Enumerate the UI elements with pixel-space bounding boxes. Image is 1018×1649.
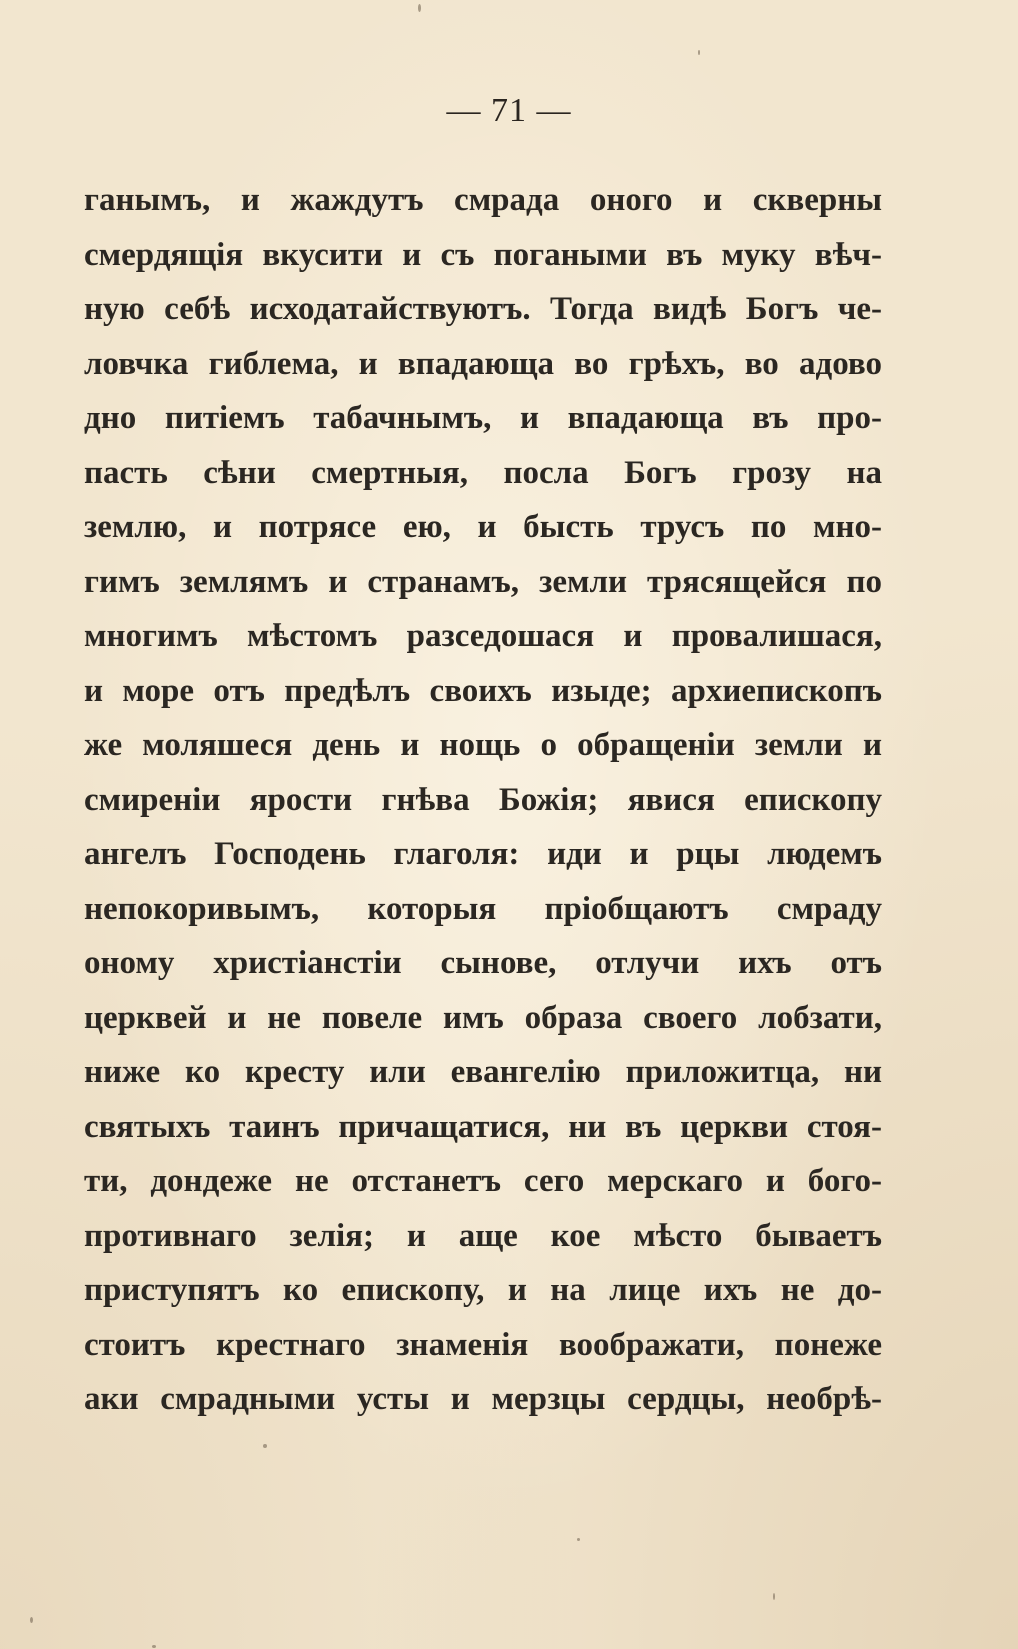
text-line: оному христіанстіи сынове, отлучи ихъ отъ xyxy=(84,945,882,981)
page-number: — 71 — xyxy=(446,92,572,129)
paper-speck xyxy=(418,4,421,12)
text-line: непокоривымъ, которыя пріобщаютъ смраду xyxy=(84,890,882,927)
paper-speck xyxy=(263,1444,267,1448)
paper-speck xyxy=(152,1645,156,1648)
body-text xyxy=(84,173,882,1427)
paper-speck xyxy=(773,1593,775,1600)
text-line: ангелъ Господень глаголя: иди и рцы людемъ xyxy=(84,836,882,872)
paper-speck xyxy=(698,50,700,55)
text-line: ную себѣ исходатайствуютъ. Тогда видѣ Богъ че- xyxy=(84,291,882,327)
text-line: ловчка гиблема, и впадающа во грѣхъ, во адово xyxy=(84,345,882,382)
text-line: дно питіемъ табачнымъ, и впадающа въ про- xyxy=(84,400,882,436)
text-line: пасть сѣни смертныя, посла Богъ грозу на xyxy=(84,454,882,491)
text-line: святыхъ таинъ причащатися, ни въ церкви стоя- xyxy=(84,1108,882,1145)
text-line: смиреніи ярости гнѣва Божія; явися епископу xyxy=(84,781,882,818)
text-line: гимъ землямъ и странамъ, земли трясящейся по xyxy=(84,563,882,600)
text-line: ти, дондеже не отстанетъ сего мерскаго и бого- xyxy=(84,1163,882,1199)
text-line: стоитъ крестнаго знаменія воображати, понеже xyxy=(84,1326,882,1363)
text-line: и море отъ предѣлъ своихъ изыде; архиепископъ xyxy=(84,672,882,709)
text-line: ганымъ, и жаждутъ смрада оного и скверны xyxy=(84,182,882,218)
text-line: же моляшеся день и нощь о обращеніи земли и xyxy=(84,727,882,763)
text-line: противнаго зелія; и аще кое мѣсто бываетъ xyxy=(84,1217,882,1254)
paper-speck xyxy=(30,1617,33,1623)
text-line: землю, и потрясе ею, и бысть трусъ по мно- xyxy=(84,509,882,545)
text-line: смердящія вкусити и съ погаными въ муку вѣч- xyxy=(84,236,882,273)
text-line: многимъ мѣстомъ разседошася и провалишася, xyxy=(84,618,882,654)
text-line: ниже ко кресту или евангелію приложитца, ни xyxy=(84,1054,882,1090)
paper-speck xyxy=(577,1538,580,1541)
text-line: церквей и не повеле имъ образа своего лобзати, xyxy=(84,999,882,1036)
text-line: приступятъ ко епископу, и на лице ихъ не до- xyxy=(84,1272,882,1308)
text-line: аки смрадными усты и мерзцы сердцы, необрѣ- xyxy=(84,1381,882,1417)
